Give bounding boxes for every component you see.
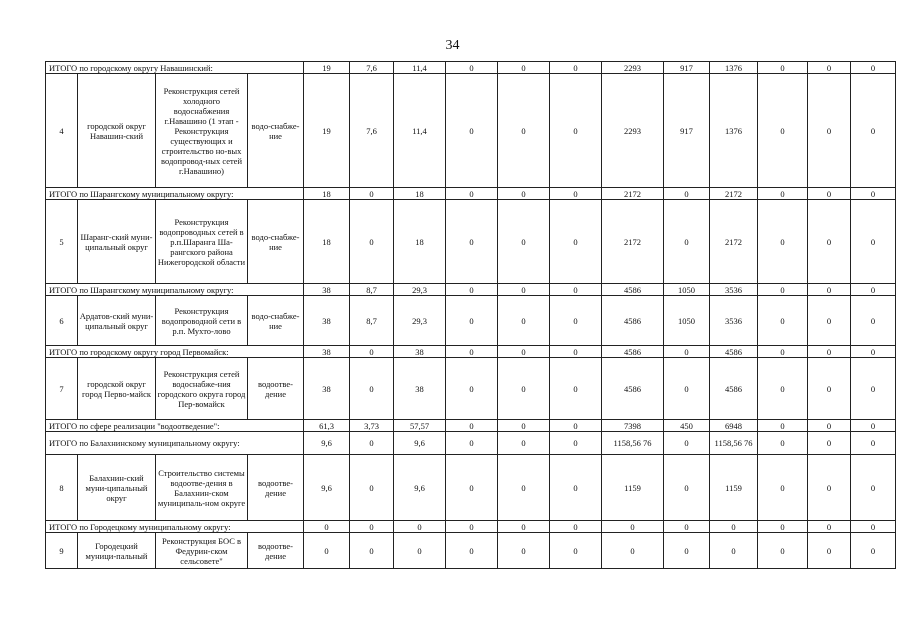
investment-program-table	[45, 61, 896, 569]
project-description: Реконструкция сетей холодного водоснабжения г.Навашино (1 этап - Реконструкция существующих и строительство но-вых водопровод-ных сетей г.Навашино)	[156, 74, 248, 188]
value-cell: 0	[498, 533, 550, 569]
subtotal-label: ИТОГО по Балахнинскому муниципальному округу:	[46, 432, 304, 455]
value-cell: 0	[851, 62, 896, 74]
district-name: городской округ город Перво-майск	[78, 358, 156, 420]
row-number: 4	[46, 74, 78, 188]
value-cell: 0	[350, 432, 394, 455]
value-cell: 0	[664, 188, 710, 200]
value-cell: 0	[851, 533, 896, 569]
value-cell: 38	[394, 358, 446, 420]
value-cell: 0	[808, 200, 851, 284]
subtotal-label: ИТОГО по сфере реализации "водоотведение":	[46, 420, 304, 432]
sphere-name: водо-снабже-ние	[248, 200, 304, 284]
value-cell: 0	[758, 420, 808, 432]
value-cell: 38	[304, 358, 350, 420]
subtotal-row	[46, 188, 896, 200]
value-cell: 11,4	[394, 62, 446, 74]
value-cell: 18	[394, 200, 446, 284]
value-cell: 0	[710, 533, 758, 569]
value-cell: 9,6	[394, 432, 446, 455]
value-cell: 0	[808, 284, 851, 296]
value-cell: 0	[498, 420, 550, 432]
table-row	[46, 455, 896, 521]
value-cell: 1159	[602, 455, 664, 521]
value-cell: 0	[664, 533, 710, 569]
value-cell: 4586	[710, 358, 758, 420]
value-cell: 0	[550, 455, 602, 521]
sphere-name: водоотве-дение	[248, 533, 304, 569]
value-cell: 0	[851, 420, 896, 432]
value-cell: 7,6	[350, 62, 394, 74]
value-cell: 7,6	[350, 74, 394, 188]
value-cell: 1159	[710, 455, 758, 521]
value-cell: 0	[758, 296, 808, 346]
value-cell: 9,6	[304, 432, 350, 455]
value-cell: 0	[550, 200, 602, 284]
value-cell: 0	[808, 188, 851, 200]
value-cell: 0	[446, 533, 498, 569]
sphere-name: водоотве-дение	[248, 358, 304, 420]
value-cell: 0	[498, 296, 550, 346]
row-number: 5	[46, 200, 78, 284]
value-cell: 6948	[710, 420, 758, 432]
value-cell: 0	[446, 455, 498, 521]
value-cell: 0	[758, 521, 808, 533]
value-cell: 0	[550, 346, 602, 358]
value-cell: 19	[304, 62, 350, 74]
value-cell: 0	[550, 62, 602, 74]
value-cell: 0	[758, 358, 808, 420]
project-description: Строительство системы водоотве-дения в Балахнин-ском муниципаль-ном округе	[156, 455, 248, 521]
value-cell: 0	[498, 432, 550, 455]
row-number: 9	[46, 533, 78, 569]
value-cell: 2172	[602, 200, 664, 284]
value-cell: 3536	[710, 296, 758, 346]
value-cell: 4586	[602, 284, 664, 296]
subtotal-label: ИТОГО по Шарангскому муниципальному округу:	[46, 188, 304, 200]
value-cell: 1050	[664, 296, 710, 346]
value-cell: 0	[550, 284, 602, 296]
value-cell: 38	[304, 296, 350, 346]
value-cell: 4586	[602, 296, 664, 346]
value-cell: 0	[350, 188, 394, 200]
value-cell: 0	[350, 346, 394, 358]
value-cell: 18	[304, 200, 350, 284]
value-cell: 917	[664, 62, 710, 74]
value-cell: 0	[304, 521, 350, 533]
value-cell: 8,7	[350, 296, 394, 346]
value-cell: 0	[758, 284, 808, 296]
value-cell: 0	[498, 62, 550, 74]
value-cell: 0	[710, 521, 758, 533]
value-cell: 0	[550, 296, 602, 346]
value-cell: 0	[664, 358, 710, 420]
value-cell: 0	[550, 420, 602, 432]
value-cell: 11,4	[394, 74, 446, 188]
value-cell: 0	[808, 346, 851, 358]
value-cell: 0	[446, 420, 498, 432]
value-cell: 0	[758, 200, 808, 284]
value-cell: 0	[808, 432, 851, 455]
value-cell: 0	[446, 521, 498, 533]
value-cell: 18	[394, 188, 446, 200]
value-cell: 38	[304, 346, 350, 358]
subtotal-label: ИТОГО по Городецкому муниципальному округу:	[46, 521, 304, 533]
value-cell: 0	[394, 533, 446, 569]
value-cell: 0	[550, 432, 602, 455]
value-cell: 0	[350, 200, 394, 284]
value-cell: 0	[498, 284, 550, 296]
sphere-name: водоотве-дение	[248, 455, 304, 521]
table-row	[46, 358, 896, 420]
value-cell: 917	[664, 74, 710, 188]
subtotal-row	[46, 346, 896, 358]
value-cell: 0	[808, 74, 851, 188]
value-cell: 0	[350, 521, 394, 533]
value-cell: 2172	[710, 188, 758, 200]
value-cell: 1050	[664, 284, 710, 296]
value-cell: 38	[394, 346, 446, 358]
value-cell: 0	[808, 521, 851, 533]
value-cell: 0	[851, 346, 896, 358]
project-description: Реконструкция водопроводной сети в р.п. Мухто-лово	[156, 296, 248, 346]
value-cell: 0	[602, 533, 664, 569]
subtotal-label: ИТОГО по городскому округу город Первомайск:	[46, 346, 304, 358]
value-cell: 0	[446, 358, 498, 420]
row-number: 6	[46, 296, 78, 346]
value-cell: 9,6	[304, 455, 350, 521]
value-cell: 0	[851, 455, 896, 521]
value-cell: 0	[808, 296, 851, 346]
value-cell: 19	[304, 74, 350, 188]
district-name: Шаранг-ский муни-ципальный округ	[78, 200, 156, 284]
value-cell: 0	[498, 200, 550, 284]
value-cell: 0	[851, 296, 896, 346]
value-cell: 7398	[602, 420, 664, 432]
project-description: Реконструкция сетей водоснабже-ния городского округа город Пер-вомайск	[156, 358, 248, 420]
table-row	[46, 74, 896, 188]
table-body	[46, 62, 896, 569]
value-cell: 0	[664, 346, 710, 358]
value-cell: 0	[664, 521, 710, 533]
subtotal-row	[46, 284, 896, 296]
value-cell: 0	[498, 74, 550, 188]
value-cell: 0	[808, 420, 851, 432]
district-name: Балахнин-ский муни-ципальный округ	[78, 455, 156, 521]
value-cell: 1158,56 76	[710, 432, 758, 455]
value-cell: 2172	[602, 188, 664, 200]
value-cell: 0	[758, 74, 808, 188]
value-cell: 38	[304, 284, 350, 296]
value-cell: 0	[851, 188, 896, 200]
value-cell: 0	[808, 533, 851, 569]
value-cell: 0	[664, 200, 710, 284]
value-cell: 61,3	[304, 420, 350, 432]
subtotal-label: ИТОГО по городскому округу Навашинский:	[46, 62, 304, 74]
district-name: Городецкий муници-пальный	[78, 533, 156, 569]
value-cell: 4586	[602, 346, 664, 358]
value-cell: 29,3	[394, 284, 446, 296]
value-cell: 0	[446, 74, 498, 188]
value-cell: 1376	[710, 74, 758, 188]
value-cell: 29,3	[394, 296, 446, 346]
row-number: 7	[46, 358, 78, 420]
value-cell: 4586	[710, 346, 758, 358]
value-cell: 0	[304, 533, 350, 569]
value-cell: 0	[758, 432, 808, 455]
subtotal-label: ИТОГО по Шарангскому муниципальному округу:	[46, 284, 304, 296]
value-cell: 0	[758, 62, 808, 74]
value-cell: 0	[808, 455, 851, 521]
value-cell: 0	[758, 346, 808, 358]
value-cell: 0	[664, 455, 710, 521]
value-cell: 0	[550, 188, 602, 200]
value-cell: 0	[851, 358, 896, 420]
value-cell: 0	[758, 455, 808, 521]
table-row	[46, 200, 896, 284]
value-cell: 0	[446, 200, 498, 284]
value-cell: 1376	[710, 62, 758, 74]
value-cell: 0	[498, 346, 550, 358]
value-cell: 0	[550, 74, 602, 188]
subtotal-row	[46, 432, 896, 455]
value-cell: 0	[758, 188, 808, 200]
project-description: Реконструкция БОС в Федурин-ском сельсовете"	[156, 533, 248, 569]
district-name: городской округ Навашин-ский	[78, 74, 156, 188]
value-cell: 0	[808, 62, 851, 74]
subtotal-row	[46, 521, 896, 533]
value-cell: 0	[498, 521, 550, 533]
value-cell: 0	[446, 284, 498, 296]
value-cell: 0	[350, 533, 394, 569]
value-cell: 2172	[710, 200, 758, 284]
value-cell: 2293	[602, 62, 664, 74]
table-row	[46, 296, 896, 346]
value-cell: 0	[394, 521, 446, 533]
sphere-name: водо-снабже-ние	[248, 74, 304, 188]
value-cell: 3536	[710, 284, 758, 296]
value-cell: 0	[446, 188, 498, 200]
value-cell: 0	[498, 455, 550, 521]
value-cell: 0	[446, 296, 498, 346]
subtotal-row	[46, 62, 896, 74]
value-cell: 0	[498, 188, 550, 200]
value-cell: 450	[664, 420, 710, 432]
value-cell: 0	[851, 432, 896, 455]
value-cell: 0	[550, 358, 602, 420]
value-cell: 0	[350, 455, 394, 521]
sphere-name: водо-снабже-ние	[248, 296, 304, 346]
value-cell: 0	[851, 74, 896, 188]
value-cell: 18	[304, 188, 350, 200]
value-cell: 0	[446, 62, 498, 74]
project-description: Реконструкция водопроводных сетей в р.п.Шаранга Ша-рангского района Нижегородской области	[156, 200, 248, 284]
value-cell: 0	[664, 432, 710, 455]
value-cell: 57,57	[394, 420, 446, 432]
value-cell: 0	[851, 284, 896, 296]
value-cell: 0	[446, 346, 498, 358]
value-cell: 9,6	[394, 455, 446, 521]
value-cell: 2293	[602, 74, 664, 188]
value-cell: 0	[498, 358, 550, 420]
table-row	[46, 533, 896, 569]
value-cell: 4586	[602, 358, 664, 420]
value-cell: 0	[851, 200, 896, 284]
value-cell: 0	[350, 358, 394, 420]
value-cell: 1158,56 76	[602, 432, 664, 455]
value-cell: 0	[851, 521, 896, 533]
page-number: 34	[445, 38, 460, 53]
value-cell: 8,7	[350, 284, 394, 296]
value-cell: 0	[758, 533, 808, 569]
value-cell: 0	[446, 432, 498, 455]
district-name: Ардатов-ский муни-ципальный округ	[78, 296, 156, 346]
value-cell: 0	[550, 521, 602, 533]
subtotal-row	[46, 420, 896, 432]
row-number: 8	[46, 455, 78, 521]
value-cell: 3,73	[350, 420, 394, 432]
value-cell: 0	[808, 358, 851, 420]
value-cell: 0	[602, 521, 664, 533]
value-cell: 0	[550, 533, 602, 569]
